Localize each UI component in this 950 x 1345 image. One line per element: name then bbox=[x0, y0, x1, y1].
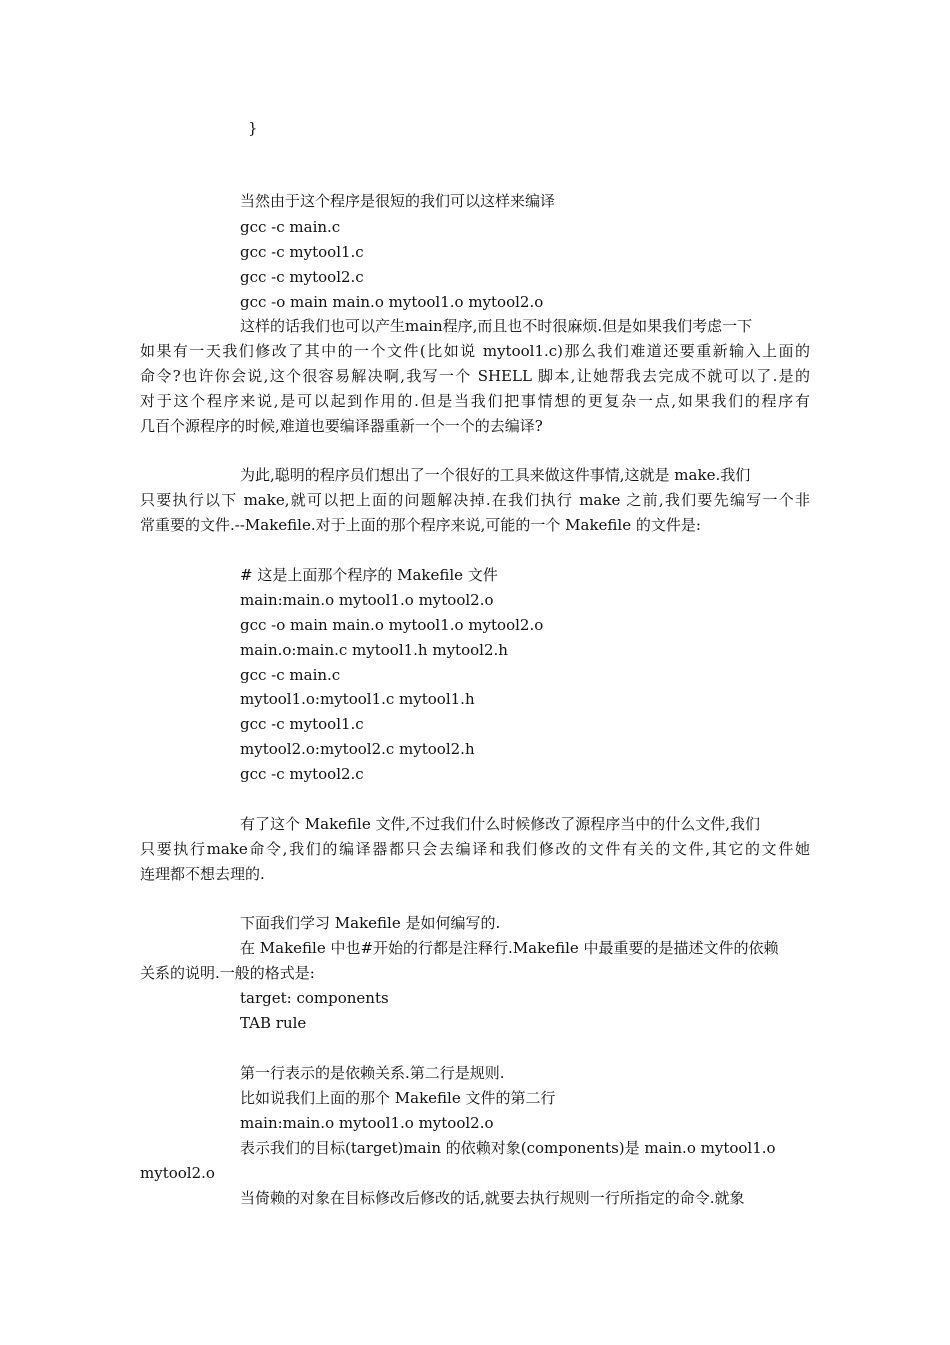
paragraph-line: 第一行表示的是依赖关系.第二行是规则. bbox=[240, 1064, 505, 1082]
paragraph-line: 连理都不想去理的. bbox=[140, 865, 265, 883]
code-line: main:main.o mytool1.o mytool2.o bbox=[240, 1114, 494, 1132]
code-line: target: components bbox=[240, 989, 389, 1007]
closing-brace: } bbox=[248, 119, 258, 137]
paragraph-line: 比如说我们上面的那个 Makefile 文件的第二行 bbox=[240, 1089, 556, 1107]
code-line: main:main.o mytool1.o mytool2.o bbox=[240, 591, 494, 609]
paragraph-line: 当然由于这个程序是很短的我们可以这样来编译 bbox=[240, 192, 556, 210]
code-comment-line: # 这是上面那个程序的 Makefile 文件 bbox=[240, 566, 498, 584]
paragraph-line: 下面我们学习 Makefile 是如何编写的. bbox=[240, 914, 501, 932]
paragraph-line: 为此,聪明的程序员们想出了一个很好的工具来做这件事情,这就是 make.我们 bbox=[240, 466, 751, 484]
paragraph-line: 命令?也许你会说,这个很容易解决啊,我写一个 SHELL 脚本,让她帮我去完成不就可以了.是的 bbox=[140, 367, 810, 385]
code-line: gcc -c mytool1.c bbox=[240, 715, 364, 733]
code-line: mytool2.o:mytool2.c mytool2.h bbox=[240, 740, 475, 758]
paragraph-line: 在 Makefile 中也#开始的行都是注释行.Makefile 中最重要的是描述文件的依赖 bbox=[240, 939, 779, 957]
paragraph-line: 只要执行以下 make,就可以把上面的问题解决掉.在我们执行 make 之前,我们要先编写一个非 bbox=[140, 491, 810, 509]
code-line: mytool1.o:mytool1.c mytool1.h bbox=[240, 690, 475, 708]
code-line: gcc -o main main.o mytool1.o mytool2.o bbox=[240, 616, 544, 634]
paragraph-line: 这样的话我们也可以产生main程序,而且也不时很麻烦.但是如果我们考虑一下 bbox=[240, 317, 753, 335]
paragraph-line: 常重要的文件.--Makefile.对于上面的那个程序来说,可能的一个 Makefile 的文件是: bbox=[140, 516, 701, 534]
paragraph-line: 几百个源程序的时候,难道也要编译器重新一个一个的去编译? bbox=[140, 417, 543, 435]
code-line: gcc -c mytool2.c bbox=[240, 765, 364, 783]
code-line: gcc -c main.c bbox=[240, 218, 341, 236]
paragraph-line: 当倚赖的对象在目标修改后修改的话,就要去执行规则一行所指定的命令.就象 bbox=[240, 1189, 745, 1207]
paragraph-line: 表示我们的目标(target)main 的依赖对象(components)是 main.o mytool1.o bbox=[240, 1139, 776, 1157]
code-line: gcc -c mytool2.c bbox=[240, 268, 364, 286]
code-line: gcc -c mytool1.c bbox=[240, 243, 364, 261]
code-line: gcc -o main main.o mytool1.o mytool2.o bbox=[240, 293, 544, 311]
paragraph-line: mytool2.o bbox=[140, 1164, 215, 1182]
paragraph-line: 对于这个程序来说,是可以起到作用的.但是当我们把事情想的更复杂一点,如果我们的程序有 bbox=[140, 392, 810, 410]
code-line: TAB rule bbox=[240, 1014, 307, 1032]
paragraph-line: 如果有一天我们修改了其中的一个文件(比如说 mytool1.c)那么我们难道还要重新输入上面的 bbox=[140, 342, 810, 360]
paragraph-line: 关系的说明.一般的格式是: bbox=[140, 964, 315, 982]
paragraph-line: 有了这个 Makefile 文件,不过我们什么时候修改了源程序当中的什么文件,我们 bbox=[240, 815, 761, 833]
paragraph-line: 只要执行make命令,我们的编译器都只会去编译和我们修改的文件有关的文件,其它的文件她 bbox=[140, 840, 810, 858]
code-line: gcc -c main.c bbox=[240, 666, 341, 684]
code-line: main.o:main.c mytool1.h mytool2.h bbox=[240, 641, 508, 659]
